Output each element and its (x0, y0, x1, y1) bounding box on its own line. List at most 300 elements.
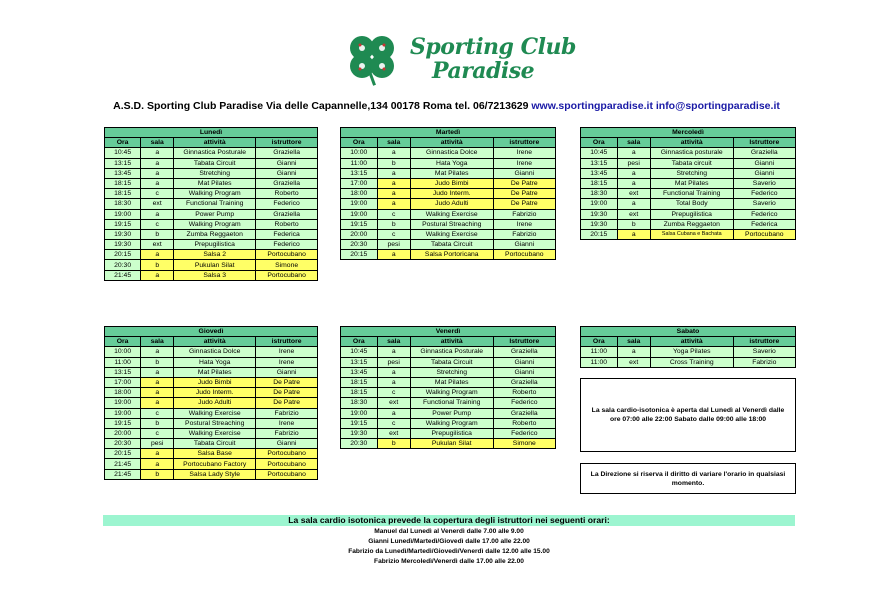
table-row (105, 347, 318, 357)
instructor-cell: Federico (256, 199, 318, 209)
instructor-cell: Fabrizio (493, 229, 555, 239)
time-cell: 19:15 (341, 418, 378, 428)
activity-cell: Mat Pilates (174, 367, 256, 377)
room-cell: a (377, 189, 410, 199)
activity-cell: Prepugilistica (650, 209, 733, 219)
time-cell: 17:00 (341, 178, 378, 188)
time-cell: 13:45 (341, 367, 378, 377)
logo-text-line1: Sporting Club (410, 34, 576, 60)
room-cell: a (377, 199, 410, 209)
room-cell: c (141, 189, 174, 199)
table-row (581, 229, 796, 239)
room-cell: a (377, 347, 410, 357)
instructor-cell: Federica (733, 219, 795, 229)
column-header-ora: Ora (341, 138, 378, 148)
time-cell: 20:30 (341, 240, 378, 250)
time-cell: 10:45 (341, 347, 378, 357)
column-header-sala: sala (377, 138, 410, 148)
room-cell: c (377, 418, 410, 428)
room-cell: pesi (377, 240, 410, 250)
time-cell: 20:15 (341, 250, 378, 260)
time-cell: 13:15 (105, 367, 141, 377)
table-row (341, 250, 556, 260)
footer-line: Manuel dal Lunedì al Venerdì dalle 7.00 alle 9.00 (374, 528, 524, 535)
room-cell: pesi (377, 357, 410, 367)
day-header: Giovedì (105, 327, 318, 337)
day-header: Mercoledì (581, 128, 796, 138)
time-cell: 13:15 (105, 158, 141, 168)
instructor-cell: Gianni (256, 158, 318, 168)
activity-cell: Judo Interm. (174, 388, 256, 398)
activity-cell: Ginnastica Dolce (174, 347, 256, 357)
table-row (105, 388, 318, 398)
activity-cell: Tabata Circuit (410, 357, 493, 367)
time-cell: 13:45 (581, 168, 618, 178)
room-cell: a (141, 209, 174, 219)
activity-cell: Total Body (650, 199, 733, 209)
table-row (341, 168, 556, 178)
table-row (105, 418, 318, 428)
activity-cell: Stretching (174, 168, 256, 178)
room-cell: c (141, 428, 174, 438)
activity-cell: Walking Program (410, 388, 493, 398)
activity-cell: Walking Exercise (410, 229, 493, 239)
cardio-hours-text: La sala cardio-isotonica è aperta dal Lunedì al Venerdì dalle ore 07:00 alle 22:00 Sabato dalle 09:00 alle 18:00 (591, 407, 785, 423)
room-cell: ext (617, 357, 650, 367)
room-cell: a (377, 250, 410, 260)
table-row (341, 347, 556, 357)
activity-cell: Prepugilistica (174, 240, 256, 250)
table-row (105, 158, 318, 168)
time-cell: 13:15 (341, 168, 378, 178)
room-cell: ext (377, 398, 410, 408)
time-cell: 19:30 (105, 240, 141, 250)
room-cell: b (141, 469, 174, 479)
column-header-ora: Ora (341, 337, 378, 347)
time-cell: 19:30 (105, 229, 141, 239)
schedule-table-sabato (580, 326, 796, 368)
activity-cell: Pukulan Silat (410, 439, 493, 449)
column-header-attivita: attività (650, 337, 733, 347)
column-header-ora: Ora (105, 337, 141, 347)
instructor-cell: Federico (493, 398, 555, 408)
time-cell: 18:30 (105, 199, 141, 209)
time-cell: 18:15 (105, 189, 141, 199)
column-header-istruttore: istruttore (256, 337, 318, 347)
time-cell: 17:00 (105, 377, 141, 387)
activity-cell: Walking Exercise (174, 408, 256, 418)
instructor-cell: Gianni (256, 168, 318, 178)
table-row (105, 260, 318, 270)
activity-cell: Walking Exercise (174, 428, 256, 438)
time-cell: 19:30 (581, 209, 618, 219)
email-link[interactable]: info@sportingparadise.it (655, 100, 780, 112)
activity-cell: Prepugilistica (410, 428, 493, 438)
table-row (341, 418, 556, 428)
time-cell: 11:00 (341, 158, 378, 168)
room-cell: c (377, 229, 410, 239)
column-header-sala: sala (617, 138, 650, 148)
table-row (581, 347, 796, 357)
column-header-sala: sala (377, 337, 410, 347)
footer-line: Fabrizio da Lunedì/Martedì/Giovedì/Venerdì dalle 12.00 alle 15.00 (348, 548, 550, 555)
column-header-ora: Ora (581, 138, 618, 148)
time-cell: 19:00 (341, 199, 378, 209)
activity-cell: Yoga Pilates (650, 347, 733, 357)
room-cell: b (377, 158, 410, 168)
instructor-cell: Irene (256, 347, 318, 357)
activity-cell: Salsa 3 (174, 270, 256, 280)
instructor-cell: Gianni (493, 168, 555, 178)
activity-cell: Judo Adulti (410, 199, 493, 209)
room-cell: c (377, 388, 410, 398)
room-cell: a (141, 158, 174, 168)
cardio-hours-note (580, 378, 796, 452)
activity-cell: Salsa Portoricana (410, 250, 493, 260)
table-row (105, 199, 318, 209)
instructor-cell: Irene (256, 418, 318, 428)
instructor-cell: Federico (733, 189, 795, 199)
room-cell: b (377, 219, 410, 229)
activity-cell: Judo Bimbi (410, 178, 493, 188)
activity-cell: Ginnastica Posturale (174, 148, 256, 158)
logo-text-line2: Paradise (432, 58, 535, 84)
activity-cell: Stretching (650, 168, 733, 178)
time-cell: 18:00 (341, 189, 378, 199)
table-row (105, 168, 318, 178)
column-header-ora: Ora (581, 337, 618, 347)
activity-cell: Judo Interm. (410, 189, 493, 199)
table-row (105, 377, 318, 387)
day-header: Venerdì (341, 327, 556, 337)
activity-cell: Tabata circuit (650, 158, 733, 168)
table-row (105, 428, 318, 438)
room-cell: a (377, 178, 410, 188)
table-row (105, 209, 318, 219)
time-cell: 11:00 (581, 357, 618, 367)
activity-cell: Zumba Reggaeton (174, 229, 256, 239)
instructor-cell: Federico (256, 240, 318, 250)
instructor-cell: Irene (493, 148, 555, 158)
column-header-attivita: attività (174, 138, 256, 148)
instructor-cell: Simone (493, 439, 555, 449)
table-row (341, 178, 556, 188)
activity-cell: Functional Training (410, 398, 493, 408)
time-cell: 19:00 (341, 209, 378, 219)
instructor-cell: Graziella (493, 408, 555, 418)
time-cell: 19:15 (341, 219, 378, 229)
instructor-cell: De Patre (256, 398, 318, 408)
time-cell: 18:00 (105, 388, 141, 398)
instructor-cell: Federico (733, 209, 795, 219)
instructor-cell: Saverio (733, 199, 795, 209)
day-header: Martedì (341, 128, 556, 138)
activity-cell: Salsa Base (174, 449, 256, 459)
time-cell: 10:45 (105, 148, 141, 158)
column-header-istruttore: Istruttore (733, 138, 795, 148)
column-header-attivita: attività (174, 337, 256, 347)
table-row (105, 229, 318, 239)
time-cell: 20:00 (341, 229, 378, 239)
instructor-cell: Saverio (733, 347, 795, 357)
activity-cell: Mat Pilates (650, 178, 733, 188)
time-cell: 21:45 (105, 270, 141, 280)
table-row (105, 357, 318, 367)
table-row (341, 388, 556, 398)
instructor-cell: Portocubano (256, 270, 318, 280)
activity-cell: Cross Training (650, 357, 733, 367)
activity-cell: Tabata Circuit (410, 240, 493, 250)
column-header-sala: sala (141, 337, 174, 347)
day-header: Lunedì (105, 128, 318, 138)
column-header-ora: Ora (105, 138, 141, 148)
activity-cell: Zumba Reggaeton (650, 219, 733, 229)
room-cell: c (377, 209, 410, 219)
table-row (105, 250, 318, 260)
room-cell: a (377, 367, 410, 377)
table-row (105, 270, 318, 280)
website-link[interactable]: www.sportingparadise.it (531, 100, 653, 112)
instructor-cell: Gianni (256, 367, 318, 377)
column-header-istruttore: istruttore (733, 337, 795, 347)
table-row (105, 219, 318, 229)
time-cell: 18:15 (341, 388, 378, 398)
activity-cell: Salsa Cubana e Bachata (650, 229, 733, 239)
instructor-cell: De Patre (256, 377, 318, 387)
footer-line: Fabrizio Mercoledì/Venerdì dalle 17.00 alle 22.00 (374, 558, 524, 565)
room-cell: a (141, 148, 174, 158)
time-cell: 20:30 (105, 260, 141, 270)
instructor-cell: Graziella (256, 178, 318, 188)
time-cell: 19:00 (105, 209, 141, 219)
address-text: A.S.D. Sporting Club Paradise Via delle Capannelle,134 00178 Roma tel. 06/7213629 (113, 100, 529, 112)
instructor-cell: Gianni (733, 158, 795, 168)
instructor-cell: De Patre (493, 178, 555, 188)
time-cell: 21:45 (105, 459, 141, 469)
column-header-istruttore: Istruttore (493, 337, 555, 347)
room-cell: b (141, 418, 174, 428)
room-cell: a (377, 408, 410, 418)
schedule-table-giovedi (104, 326, 318, 480)
activity-cell: Mat Pilates (410, 168, 493, 178)
activity-cell: Judo Adulti (174, 398, 256, 408)
table-row (105, 240, 318, 250)
instructor-cell: Graziella (733, 148, 795, 158)
table-row (581, 148, 796, 158)
activity-cell: Ginnastica Posturale (410, 347, 493, 357)
room-cell: c (141, 408, 174, 418)
instructor-cell: Graziella (256, 148, 318, 158)
room-cell: a (141, 367, 174, 377)
activity-cell: Ginnastica Dolce (410, 148, 493, 158)
time-cell: 19:15 (105, 418, 141, 428)
table-row (341, 158, 556, 168)
time-cell: 10:45 (581, 148, 618, 158)
instructor-cell: Federica (256, 229, 318, 239)
room-cell: a (377, 377, 410, 387)
table-row (105, 398, 318, 408)
table-row (105, 439, 318, 449)
room-cell: b (141, 357, 174, 367)
instructor-cell: Roberto (256, 219, 318, 229)
table-row (105, 449, 318, 459)
column-header-attivita: attività (410, 138, 493, 148)
table-row (341, 240, 556, 250)
schedule-table-venerdi (340, 326, 556, 449)
time-cell: 19:00 (581, 199, 618, 209)
table-row (105, 469, 318, 479)
time-cell: 20:30 (341, 439, 378, 449)
instructor-cell: Federico (493, 428, 555, 438)
room-cell: a (617, 347, 650, 357)
instructor-cell: Irene (493, 219, 555, 229)
time-cell: 20:00 (105, 428, 141, 438)
time-cell: 11:00 (581, 347, 618, 357)
instructor-cell: De Patre (493, 199, 555, 209)
instructor-cell: Gianni (493, 367, 555, 377)
table-row (105, 178, 318, 188)
activity-cell: Walking Exercise (410, 209, 493, 219)
activity-cell: Salsa 2 (174, 250, 256, 260)
activity-cell: Mat Pilates (174, 178, 256, 188)
instructor-cell: Irene (493, 158, 555, 168)
table-row (581, 209, 796, 219)
time-cell: 19:30 (581, 219, 618, 229)
activity-cell: Postural Streaching (174, 418, 256, 428)
column-header-istruttore: istruttore (256, 138, 318, 148)
instructor-cell: Portocubano (256, 250, 318, 260)
instructor-cell: De Patre (493, 189, 555, 199)
time-cell: 13:15 (341, 357, 378, 367)
table-row (341, 148, 556, 158)
room-cell: b (617, 219, 650, 229)
room-cell: ext (377, 428, 410, 438)
activity-cell: Portocubano Factory (174, 459, 256, 469)
room-cell: c (141, 219, 174, 229)
time-cell: 20:15 (105, 250, 141, 260)
table-row (581, 357, 796, 367)
activity-cell: Hata Yoga (174, 357, 256, 367)
time-cell: 18:15 (581, 178, 618, 188)
day-header: Sabato (581, 327, 796, 337)
time-cell: 10:00 (341, 148, 378, 158)
room-cell: a (141, 449, 174, 459)
room-cell: a (617, 199, 650, 209)
activity-cell: Functional Training (650, 189, 733, 199)
room-cell: a (617, 229, 650, 239)
activity-cell: Walking Program (410, 418, 493, 428)
time-cell: 20:15 (581, 229, 618, 239)
activity-cell: Pukulan Silat (174, 260, 256, 270)
instructor-cell: Portocubano (256, 459, 318, 469)
activity-cell: Functional Training (174, 199, 256, 209)
activity-cell: Tabata Circuit (174, 439, 256, 449)
time-cell: 18:30 (581, 189, 618, 199)
room-cell: ext (617, 209, 650, 219)
table-row (341, 209, 556, 219)
direction-note (580, 463, 796, 494)
instructor-cell: De Patre (256, 388, 318, 398)
table-row (341, 408, 556, 418)
time-cell: 19:00 (341, 408, 378, 418)
activity-cell: Power Pump (174, 209, 256, 219)
column-header-attivita: attività (410, 337, 493, 347)
time-cell: 19:30 (341, 428, 378, 438)
table-row (341, 199, 556, 209)
activity-cell: Hata Yoga (410, 158, 493, 168)
table-row (341, 357, 556, 367)
room-cell: a (141, 459, 174, 469)
time-cell: 13:45 (105, 168, 141, 178)
instructor-cell: Irene (256, 357, 318, 367)
time-cell: 11:00 (105, 357, 141, 367)
instructor-cell: Fabrizio (256, 408, 318, 418)
instructor-cell: Fabrizio (733, 357, 795, 367)
room-cell: ext (141, 199, 174, 209)
room-cell: b (141, 229, 174, 239)
clover-icon (340, 28, 410, 88)
time-cell: 18:15 (105, 178, 141, 188)
contact-header (0, 100, 893, 112)
room-cell: a (617, 178, 650, 188)
room-cell: a (141, 250, 174, 260)
instructor-cell: Portocubano (733, 229, 795, 239)
table-row (341, 439, 556, 449)
table-row (341, 367, 556, 377)
instructor-cell: Fabrizio (493, 209, 555, 219)
footer-title: La sala cardio isotonica prevede la copertura degli istruttori nei seguenti orari: (103, 515, 795, 526)
table-row (341, 428, 556, 438)
time-cell: 20:15 (105, 449, 141, 459)
instructor-cell: Graziella (493, 347, 555, 357)
room-cell: a (617, 148, 650, 158)
room-cell: pesi (617, 158, 650, 168)
table-row (105, 148, 318, 158)
time-cell: 20:30 (105, 439, 141, 449)
activity-cell: Postural Streaching (410, 219, 493, 229)
time-cell: 18:15 (341, 377, 378, 387)
time-cell: 21:45 (105, 469, 141, 479)
activity-cell: Power Pump (410, 408, 493, 418)
activity-cell: Mat Pilates (410, 377, 493, 387)
room-cell: a (141, 398, 174, 408)
table-row (341, 189, 556, 199)
instructor-cell: Graziella (493, 377, 555, 387)
activity-cell: Stretching (410, 367, 493, 377)
instructor-cell: Saverio (733, 178, 795, 188)
instructor-cell: Roberto (493, 388, 555, 398)
activity-cell: Salsa Lady Style (174, 469, 256, 479)
table-row (341, 219, 556, 229)
table-row (581, 178, 796, 188)
table-row (341, 229, 556, 239)
instructor-cell: Portocubano (493, 250, 555, 260)
time-cell: 18:30 (341, 398, 378, 408)
table-row (341, 398, 556, 408)
time-cell: 19:00 (105, 408, 141, 418)
room-cell: b (377, 439, 410, 449)
schedule-table-mercoledi (580, 127, 796, 240)
room-cell: a (617, 168, 650, 178)
column-header-sala: sala (141, 138, 174, 148)
time-cell: 13:15 (581, 158, 618, 168)
activity-cell: Judo Bimbi (174, 377, 256, 387)
column-header-istruttore: istruttore (493, 138, 555, 148)
activity-cell: Walking Program (174, 219, 256, 229)
club-logo (340, 28, 576, 88)
table-row (105, 367, 318, 377)
activity-cell: Ginnastica posturale (650, 148, 733, 158)
